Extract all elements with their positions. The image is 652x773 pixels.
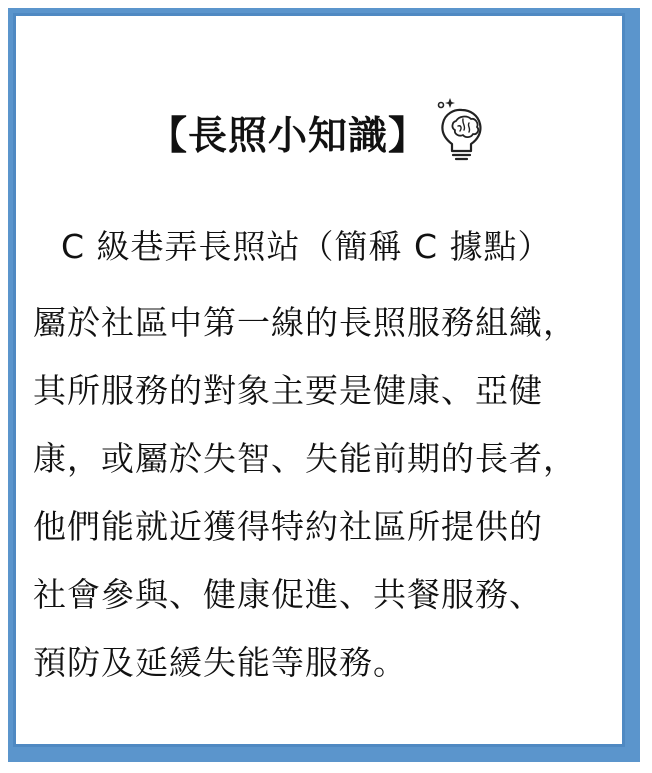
card-subtitle: C 級巷弄長照站（簡稱 C 據點） (61, 227, 552, 266)
info-card-content (13, 13, 625, 747)
title-row (16, 98, 622, 168)
body-line: 其所服務的對象主要是健康、亞健 (33, 371, 543, 410)
card-title: 【長照小知識】 (147, 114, 428, 159)
body-line: 他們能就近獲得特約社區所提供的 (33, 507, 543, 546)
body-line: 康，或屬於失智、失能前期的長者， (33, 439, 577, 478)
body-line: 預防及延緩失能等服務。 (33, 643, 407, 682)
body-line: 屬於社區中第一線的長照服務組織， (33, 303, 577, 342)
body-text (33, 289, 577, 697)
lightbulb-brain-icon (434, 97, 490, 161)
body-line: 社會參與、健康促進、共餐服務、 (33, 575, 543, 614)
info-card (8, 8, 640, 762)
